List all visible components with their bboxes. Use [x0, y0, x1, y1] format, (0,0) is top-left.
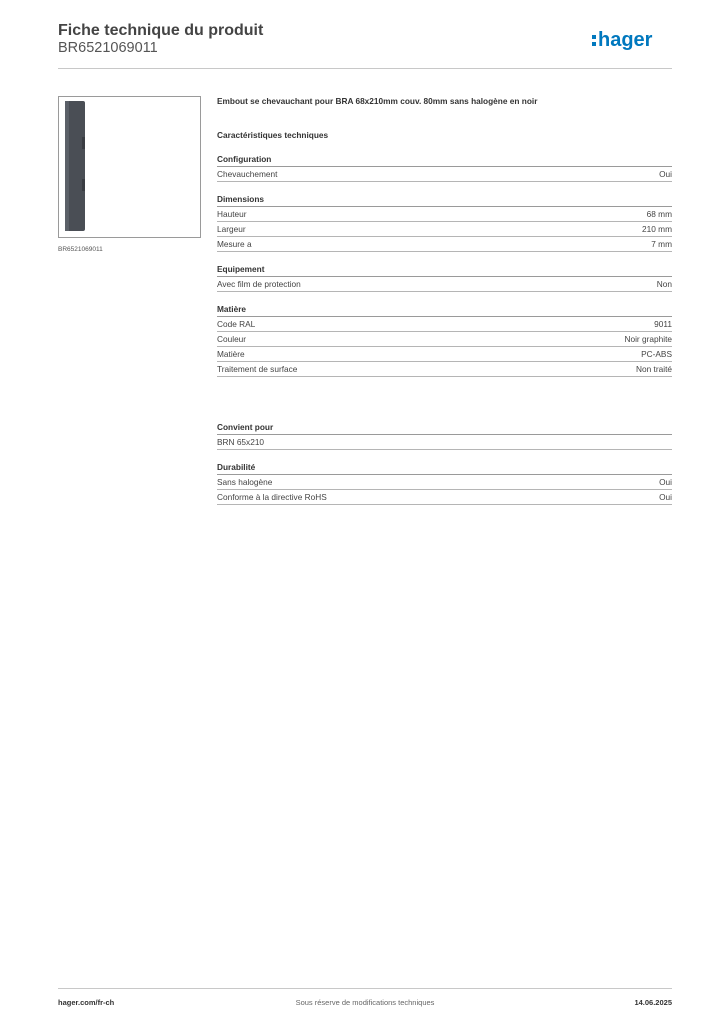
row-value: Non — [656, 279, 672, 289]
footer-website[interactable]: hager.com/fr-ch — [58, 998, 115, 1007]
row-label: Chevauchement — [217, 169, 278, 179]
spec-content — [217, 96, 672, 505]
row-label: Avec film de protection — [217, 279, 301, 289]
section-durabilite — [217, 462, 672, 505]
page-footer — [58, 998, 672, 1010]
section-dimensions — [217, 194, 672, 252]
table-row — [217, 347, 672, 362]
logo-text: hager — [598, 29, 653, 51]
row-label: BRN 65x210 — [217, 437, 265, 447]
section-title: Equipement — [217, 264, 672, 277]
table-row — [217, 167, 672, 182]
page-header — [58, 22, 672, 68]
hager-logo — [590, 26, 672, 54]
row-label: Largeur — [217, 224, 246, 234]
product-description: Embout se chevauchant pour BRA 68x210mm couv. 80mm sans halogène en noir — [217, 96, 538, 106]
characteristics-heading: Caractéristiques techniques — [217, 130, 329, 140]
section-convient-pour — [217, 422, 672, 450]
product-image — [59, 97, 200, 237]
product-image-caption: BR6521069011 — [58, 246, 103, 253]
row-label: Matière — [217, 349, 245, 359]
row-value: 68 mm — [646, 209, 672, 219]
section-title: Configuration — [217, 154, 672, 167]
table-row — [217, 317, 672, 332]
table-row — [217, 237, 672, 252]
section-title: Durabilité — [217, 462, 672, 475]
section-matiere — [217, 304, 672, 377]
row-value: Oui — [659, 169, 672, 179]
footer-divider — [58, 988, 672, 989]
section-spacer — [217, 377, 672, 410]
row-value: 7 mm — [651, 239, 672, 249]
footer-notice: Sous réserve de modifications techniques — [295, 998, 435, 1007]
section-configuration — [217, 154, 672, 182]
product-image-frame — [58, 96, 201, 238]
table-row — [217, 490, 672, 505]
table-row — [217, 362, 672, 377]
row-value: Oui — [659, 492, 672, 502]
section-title: Convient pour — [217, 422, 672, 435]
table-row — [217, 207, 672, 222]
row-value: Oui — [659, 477, 672, 487]
product-reference: BR6521069011 — [58, 40, 158, 56]
row-label: Sans halogène — [217, 477, 273, 487]
table-row — [217, 435, 672, 450]
section-title: Dimensions — [217, 194, 672, 207]
row-label: Conforme à la directive RoHS — [217, 492, 327, 502]
table-row — [217, 222, 672, 237]
footer-date: 14.06.2025 — [634, 998, 672, 1007]
row-label: Traitement de surface — [217, 364, 298, 374]
row-label: Couleur — [217, 334, 247, 344]
row-value: 210 mm — [642, 224, 672, 234]
section-title: Matière — [217, 304, 672, 317]
document-title: Fiche technique du produit — [58, 22, 264, 39]
section-equipement — [217, 264, 672, 292]
row-label: Code RAL — [217, 319, 256, 329]
table-row — [217, 475, 672, 490]
row-value: 9011 — [654, 319, 672, 329]
header-divider — [58, 68, 672, 69]
row-label: Mesure a — [217, 239, 252, 249]
row-label: Hauteur — [217, 209, 247, 219]
row-value: Non traité — [636, 364, 672, 374]
row-value: Noir graphite — [624, 334, 672, 344]
table-row — [217, 277, 672, 292]
row-value: PC-ABS — [641, 349, 672, 359]
table-row — [217, 332, 672, 347]
